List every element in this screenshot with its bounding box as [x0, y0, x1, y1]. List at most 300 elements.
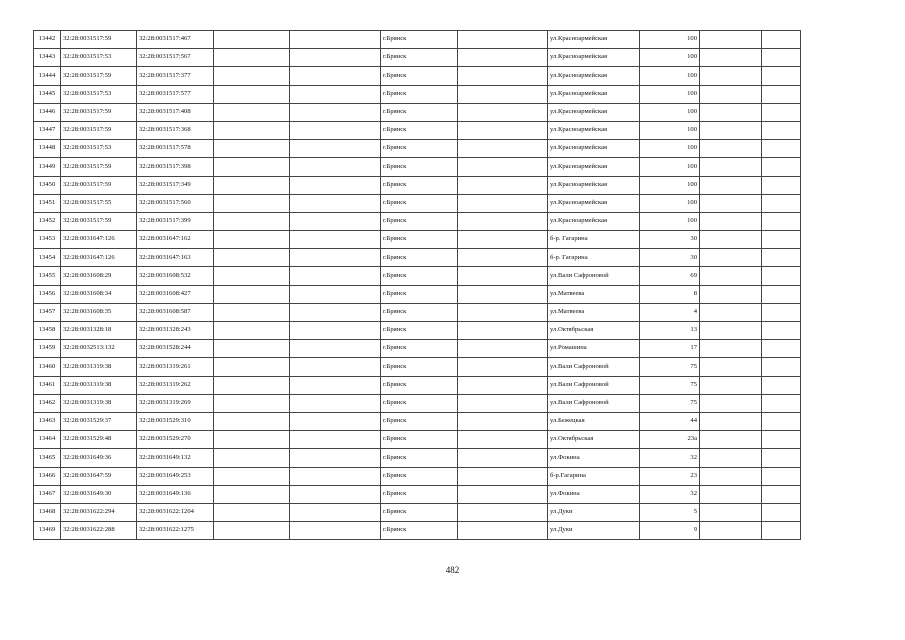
cell-empty — [458, 394, 548, 412]
cell-area: 32 — [640, 449, 700, 467]
cell-empty — [290, 485, 381, 503]
cell-parent-cadastral-number: 32:28:0031647:59 — [61, 467, 137, 485]
cell-empty — [214, 503, 290, 521]
cell-parent-cadastral-number: 32:28:0032513:132 — [61, 340, 137, 358]
cell-record-number: 13450 — [34, 176, 61, 194]
table-row — [34, 31, 801, 49]
cell-empty — [290, 412, 381, 430]
cell-empty — [700, 322, 762, 340]
cell-empty — [290, 394, 381, 412]
cell-empty — [700, 358, 762, 376]
cell-empty — [762, 158, 801, 176]
cell-street: ул.Вали Сафроновой — [548, 376, 640, 394]
table-row — [34, 340, 801, 358]
cell-empty — [214, 449, 290, 467]
cell-record-number: 13454 — [34, 249, 61, 267]
cell-empty — [458, 340, 548, 358]
cell-empty — [762, 503, 801, 521]
cell-cadastral-number: 32:28:0031649:132 — [137, 449, 214, 467]
cell-area: 75 — [640, 394, 700, 412]
cell-empty — [458, 358, 548, 376]
cell-parent-cadastral-number: 32:28:0031529:37 — [61, 412, 137, 430]
table-row — [34, 412, 801, 430]
table-row — [34, 121, 801, 139]
cell-empty — [762, 322, 801, 340]
cell-empty — [290, 212, 381, 230]
cell-cadastral-number: 32:28:0031517:349 — [137, 176, 214, 194]
cell-empty — [290, 140, 381, 158]
cell-empty — [290, 285, 381, 303]
cell-street: ул.Матвеева — [548, 303, 640, 321]
cell-cadastral-number: 32:28:0031608:587 — [137, 303, 214, 321]
cell-empty — [458, 158, 548, 176]
cell-empty — [762, 140, 801, 158]
cell-empty — [290, 121, 381, 139]
table-row — [34, 431, 801, 449]
cell-empty — [290, 176, 381, 194]
cell-empty — [458, 503, 548, 521]
cell-parent-cadastral-number: 32:28:0031328:18 — [61, 322, 137, 340]
cell-street: ул.Красноармейская — [548, 194, 640, 212]
cell-empty — [762, 394, 801, 412]
cell-empty — [458, 31, 548, 49]
cell-empty — [762, 285, 801, 303]
cell-empty — [700, 340, 762, 358]
cell-empty — [700, 231, 762, 249]
cell-empty — [214, 412, 290, 430]
table-row — [34, 503, 801, 521]
cell-empty — [458, 85, 548, 103]
cell-street: ул.Фокина — [548, 449, 640, 467]
cell-parent-cadastral-number: 32:28:0031517:59 — [61, 176, 137, 194]
table-row — [34, 249, 801, 267]
table-row — [34, 49, 801, 67]
cell-area: 100 — [640, 194, 700, 212]
cell-street: ул.Бежецкая — [548, 412, 640, 430]
cell-cadastral-number: 32:28:0031529:310 — [137, 412, 214, 430]
cell-area: 100 — [640, 121, 700, 139]
cell-empty — [458, 322, 548, 340]
table-row — [34, 303, 801, 321]
table-body — [34, 31, 801, 540]
cell-area: 13 — [640, 322, 700, 340]
cell-city: г.Брянск — [381, 485, 458, 503]
cell-city: г.Брянск — [381, 194, 458, 212]
cell-empty — [762, 31, 801, 49]
cell-empty — [458, 249, 548, 267]
cell-area: 100 — [640, 49, 700, 67]
cell-street: ул.Матвеева — [548, 285, 640, 303]
cell-street: ул.Красноармейская — [548, 158, 640, 176]
cell-record-number: 13468 — [34, 503, 61, 521]
cell-record-number: 13456 — [34, 285, 61, 303]
cell-cadastral-number: 32:28:0031517:567 — [137, 49, 214, 67]
cell-area: 8 — [640, 285, 700, 303]
cell-empty — [290, 503, 381, 521]
cell-parent-cadastral-number: 32:28:0031608:34 — [61, 285, 137, 303]
cell-parent-cadastral-number: 32:28:0031529:48 — [61, 431, 137, 449]
cell-cadastral-number: 32:28:0031517:577 — [137, 85, 214, 103]
cell-empty — [458, 140, 548, 158]
cell-empty — [700, 467, 762, 485]
cell-city: г.Брянск — [381, 140, 458, 158]
cell-cadastral-number: 32:28:0031517:578 — [137, 140, 214, 158]
cell-cadastral-number: 32:28:0031649:253 — [137, 467, 214, 485]
cell-empty — [762, 231, 801, 249]
cell-parent-cadastral-number: 32:28:0031517:55 — [61, 194, 137, 212]
cell-street: ул.Вали Сафроновой — [548, 267, 640, 285]
cell-record-number: 13462 — [34, 394, 61, 412]
cell-area: 75 — [640, 376, 700, 394]
cell-empty — [700, 412, 762, 430]
cell-empty — [458, 485, 548, 503]
cell-record-number: 13444 — [34, 67, 61, 85]
cell-record-number: 13465 — [34, 449, 61, 467]
cell-parent-cadastral-number: 32:28:0031517:59 — [61, 121, 137, 139]
cell-empty — [458, 212, 548, 230]
cell-empty — [290, 340, 381, 358]
cell-record-number: 13443 — [34, 49, 61, 67]
cell-empty — [214, 467, 290, 485]
table-row — [34, 194, 801, 212]
cell-empty — [458, 467, 548, 485]
cell-area: 100 — [640, 67, 700, 85]
cell-empty — [214, 340, 290, 358]
cell-city: г.Брянск — [381, 303, 458, 321]
cell-street: ул.Красноармейская — [548, 212, 640, 230]
cell-empty — [214, 49, 290, 67]
cell-city: г.Брянск — [381, 121, 458, 139]
cell-area: 100 — [640, 176, 700, 194]
cell-area: 4 — [640, 303, 700, 321]
cell-empty — [290, 85, 381, 103]
cell-cadastral-number: 32:28:0031517:368 — [137, 121, 214, 139]
cell-empty — [290, 449, 381, 467]
cell-parent-cadastral-number: 32:28:0031319:38 — [61, 394, 137, 412]
cell-street: ул.Октябрьская — [548, 322, 640, 340]
cell-empty — [700, 522, 762, 540]
cell-cadastral-number: 32:28:0031647:162 — [137, 231, 214, 249]
cell-cadastral-number: 32:28:0031328:243 — [137, 322, 214, 340]
cell-empty — [458, 376, 548, 394]
cell-city: г.Брянск — [381, 31, 458, 49]
cell-cadastral-number: 32:28:0031517:377 — [137, 67, 214, 85]
cell-empty — [700, 303, 762, 321]
cell-parent-cadastral-number: 32:28:0031517:59 — [61, 103, 137, 121]
cell-empty — [290, 49, 381, 67]
cell-parent-cadastral-number: 32:28:0031517:59 — [61, 31, 137, 49]
cell-empty — [700, 212, 762, 230]
cell-street: ул.Красноармейская — [548, 140, 640, 158]
cell-area: 100 — [640, 140, 700, 158]
page-number: 482 — [445, 565, 460, 575]
cell-empty — [700, 503, 762, 521]
cell-empty — [214, 212, 290, 230]
cell-street: ул.Красноармейская — [548, 176, 640, 194]
cell-record-number: 13458 — [34, 322, 61, 340]
cell-record-number: 13469 — [34, 522, 61, 540]
cell-empty — [214, 103, 290, 121]
cell-record-number: 13452 — [34, 212, 61, 230]
cell-area: 75 — [640, 358, 700, 376]
cell-empty — [700, 431, 762, 449]
table-row — [34, 467, 801, 485]
cell-record-number: 13446 — [34, 103, 61, 121]
cell-empty — [762, 431, 801, 449]
cell-street: ул.Дуки — [548, 503, 640, 521]
cell-record-number: 13463 — [34, 412, 61, 430]
cell-street: ул.Красноармейская — [548, 121, 640, 139]
cell-empty — [700, 31, 762, 49]
cell-cadastral-number: 32:28:0031647:163 — [137, 249, 214, 267]
cell-empty — [214, 267, 290, 285]
cell-empty — [214, 67, 290, 85]
cell-area: 23 — [640, 467, 700, 485]
cell-street: ул.Красноармейская — [548, 31, 640, 49]
cell-empty — [458, 194, 548, 212]
table-row — [34, 140, 801, 158]
cell-city: г.Брянск — [381, 49, 458, 67]
cell-parent-cadastral-number: 32:28:0031622:294 — [61, 503, 137, 521]
cell-area: 69 — [640, 267, 700, 285]
cell-parent-cadastral-number: 32:28:0031517:53 — [61, 85, 137, 103]
cell-parent-cadastral-number: 32:28:0031517:59 — [61, 158, 137, 176]
cell-area: 44 — [640, 412, 700, 430]
cell-record-number: 13460 — [34, 358, 61, 376]
cell-city: г.Брянск — [381, 67, 458, 85]
cell-cadastral-number: 32:28:0031622:1204 — [137, 503, 214, 521]
cell-empty — [700, 121, 762, 139]
cell-city: г.Брянск — [381, 467, 458, 485]
cell-parent-cadastral-number: 32:28:0031608:35 — [61, 303, 137, 321]
cell-empty — [762, 49, 801, 67]
cell-empty — [762, 67, 801, 85]
cell-record-number: 13464 — [34, 431, 61, 449]
cell-empty — [290, 31, 381, 49]
cell-parent-cadastral-number: 32:28:0031649:30 — [61, 485, 137, 503]
cell-parent-cadastral-number: 32:28:0031319:38 — [61, 376, 137, 394]
cell-parent-cadastral-number: 32:28:0031517:59 — [61, 67, 137, 85]
cell-cadastral-number: 32:28:0031622:1275 — [137, 522, 214, 540]
cell-empty — [214, 31, 290, 49]
cell-empty — [290, 467, 381, 485]
table-row — [34, 285, 801, 303]
cell-empty — [700, 103, 762, 121]
cell-empty — [290, 303, 381, 321]
cell-empty — [290, 376, 381, 394]
cell-empty — [214, 285, 290, 303]
cell-record-number: 13453 — [34, 231, 61, 249]
cell-street: ул.Красноармейская — [548, 103, 640, 121]
cell-empty — [290, 522, 381, 540]
cell-empty — [214, 121, 290, 139]
cell-city: г.Брянск — [381, 358, 458, 376]
cell-cadastral-number: 32:28:0031649:136 — [137, 485, 214, 503]
cell-empty — [762, 176, 801, 194]
cell-record-number: 13466 — [34, 467, 61, 485]
cell-cadastral-number: 32:28:0031529:270 — [137, 431, 214, 449]
cell-cadastral-number: 32:28:0031517:560 — [137, 194, 214, 212]
table-row — [34, 103, 801, 121]
cell-cadastral-number: 32:28:0031517:467 — [137, 31, 214, 49]
cell-record-number: 13459 — [34, 340, 61, 358]
cell-parent-cadastral-number: 32:28:0031517:59 — [61, 212, 137, 230]
table-row — [34, 67, 801, 85]
cell-area: 30 — [640, 231, 700, 249]
cell-street: б-р. Гагарина — [548, 249, 640, 267]
cell-empty — [458, 267, 548, 285]
cell-empty — [290, 249, 381, 267]
cell-street: ул.Красноармейская — [548, 85, 640, 103]
cell-city: г.Брянск — [381, 340, 458, 358]
cell-empty — [458, 303, 548, 321]
cell-empty — [700, 285, 762, 303]
cell-city: г.Брянск — [381, 449, 458, 467]
cell-city: г.Брянск — [381, 503, 458, 521]
cell-street: ул.Красноармейская — [548, 67, 640, 85]
cell-cadastral-number: 32:28:0031517:398 — [137, 158, 214, 176]
cell-empty — [290, 358, 381, 376]
cell-empty — [700, 194, 762, 212]
cell-empty — [214, 231, 290, 249]
cell-empty — [458, 176, 548, 194]
cell-area: 9 — [640, 522, 700, 540]
cell-empty — [214, 322, 290, 340]
table-row — [34, 485, 801, 503]
cell-area: 23а — [640, 431, 700, 449]
cell-city: г.Брянск — [381, 231, 458, 249]
cell-empty — [762, 358, 801, 376]
cell-cadastral-number: 32:28:0031528:244 — [137, 340, 214, 358]
cell-empty — [762, 212, 801, 230]
cell-cadastral-number: 32:28:0031319:262 — [137, 376, 214, 394]
cell-empty — [458, 522, 548, 540]
table-row — [34, 394, 801, 412]
cell-cadastral-number: 32:28:0031319:261 — [137, 358, 214, 376]
cell-empty — [700, 158, 762, 176]
cell-empty — [214, 140, 290, 158]
cell-street: ул.Вали Сафроновой — [548, 394, 640, 412]
cell-empty — [700, 449, 762, 467]
cell-empty — [762, 449, 801, 467]
cell-empty — [290, 231, 381, 249]
table-row — [34, 158, 801, 176]
cell-street: ул.Фокина — [548, 485, 640, 503]
cell-area: 100 — [640, 85, 700, 103]
cell-city: г.Брянск — [381, 158, 458, 176]
cell-empty — [214, 194, 290, 212]
cell-empty — [214, 158, 290, 176]
cell-record-number: 13467 — [34, 485, 61, 503]
cell-street: б-р. Гагарина — [548, 231, 640, 249]
cell-empty — [290, 267, 381, 285]
cell-street: ул.Красноармейская — [548, 49, 640, 67]
cell-parent-cadastral-number: 32:28:0031647:126 — [61, 249, 137, 267]
cell-empty — [290, 194, 381, 212]
cell-city: г.Брянск — [381, 322, 458, 340]
cell-empty — [762, 194, 801, 212]
cell-empty — [290, 67, 381, 85]
cell-street: ул.Дуки — [548, 522, 640, 540]
table-row — [34, 231, 801, 249]
cell-empty — [290, 322, 381, 340]
cell-record-number: 13461 — [34, 376, 61, 394]
table-row — [34, 522, 801, 540]
cell-city: г.Брянск — [381, 85, 458, 103]
cell-record-number: 13449 — [34, 158, 61, 176]
cell-empty — [762, 412, 801, 430]
cell-parent-cadastral-number: 32:28:0031517:53 — [61, 140, 137, 158]
cell-city: г.Брянск — [381, 103, 458, 121]
cell-parent-cadastral-number: 32:28:0031319:38 — [61, 358, 137, 376]
cell-empty — [214, 485, 290, 503]
cell-empty — [458, 431, 548, 449]
cell-empty — [762, 467, 801, 485]
cell-record-number: 13442 — [34, 31, 61, 49]
cell-empty — [214, 431, 290, 449]
cell-empty — [762, 267, 801, 285]
cell-cadastral-number: 32:28:0031319:269 — [137, 394, 214, 412]
cell-parent-cadastral-number: 32:28:0031517:53 — [61, 49, 137, 67]
table-row — [34, 176, 801, 194]
cell-street: ул.Октябрьская — [548, 431, 640, 449]
cell-area: 100 — [640, 31, 700, 49]
cell-area: 100 — [640, 103, 700, 121]
cell-empty — [290, 103, 381, 121]
cell-area: 32 — [640, 485, 700, 503]
cell-empty — [700, 85, 762, 103]
cell-parent-cadastral-number: 32:28:0031647:126 — [61, 231, 137, 249]
cell-parent-cadastral-number: 32:28:0031649:36 — [61, 449, 137, 467]
records-table — [33, 30, 801, 540]
table-row — [34, 449, 801, 467]
cell-city: г.Брянск — [381, 431, 458, 449]
cell-empty — [762, 121, 801, 139]
cell-empty — [762, 376, 801, 394]
cell-parent-cadastral-number: 32:28:0031622:288 — [61, 522, 137, 540]
cell-empty — [762, 103, 801, 121]
cell-record-number: 13457 — [34, 303, 61, 321]
cell-empty — [458, 103, 548, 121]
cell-parent-cadastral-number: 32:28:0031608:29 — [61, 267, 137, 285]
cell-city: г.Брянск — [381, 267, 458, 285]
cell-empty — [700, 49, 762, 67]
cell-empty — [458, 121, 548, 139]
cell-empty — [458, 285, 548, 303]
cell-empty — [458, 412, 548, 430]
cell-empty — [458, 231, 548, 249]
table-row — [34, 212, 801, 230]
cell-empty — [762, 249, 801, 267]
cell-empty — [214, 176, 290, 194]
cell-city: г.Брянск — [381, 176, 458, 194]
cell-city: г.Брянск — [381, 412, 458, 430]
cell-empty — [700, 176, 762, 194]
cell-empty — [762, 85, 801, 103]
table-row — [34, 376, 801, 394]
cell-empty — [458, 67, 548, 85]
cell-empty — [700, 140, 762, 158]
cell-empty — [762, 485, 801, 503]
cell-cadastral-number: 32:28:0031608:532 — [137, 267, 214, 285]
cell-area: 17 — [640, 340, 700, 358]
cell-city: г.Брянск — [381, 376, 458, 394]
cell-empty — [700, 249, 762, 267]
cell-cadastral-number: 32:28:0031517:408 — [137, 103, 214, 121]
cell-empty — [700, 394, 762, 412]
cell-empty — [214, 358, 290, 376]
cell-record-number: 13448 — [34, 140, 61, 158]
